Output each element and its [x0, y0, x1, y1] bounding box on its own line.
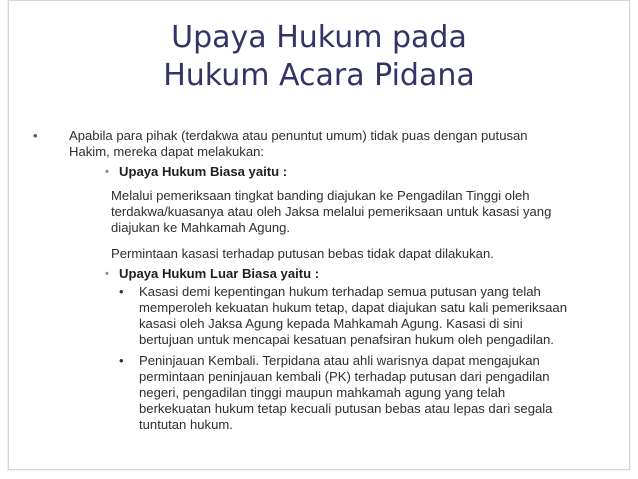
intro-line-1: Apabila para pihak (terdakwa atau penuntut umum) tidak puas dengan putusan — [69, 128, 528, 143]
pk-line: negeri, pengadilan tinggi maupun mahkamah agung yang telah — [139, 385, 506, 400]
bullet-icon: • — [119, 353, 124, 368]
bullet-icon: • — [105, 268, 109, 280]
kasasi-line: bertujuan untuk mencapai kesatuan penafsiran hukum oleh pengadilan. — [139, 332, 554, 347]
biasa-para1-line: Melalui pemeriksaan tingkat banding diajukan ke Pengadilan Tinggi oleh — [111, 188, 530, 203]
kasasi-line: memperoleh kekuatan hukum tetap, dapat diajukan satu kali pemeriksaan — [139, 300, 567, 315]
kasasi-line: Kasasi demi kepentingan hukum terhadap semua putusan yang telah — [139, 284, 541, 299]
pk-line: Peninjauan Kembali. Terpidana atau ahli warisnya dapat mengajukan — [139, 353, 540, 368]
biasa-para1-line: terdakwa/kuasanya atau oleh Jaksa melalui pemeriksaan untuk kasasi yang — [111, 204, 552, 219]
biasa-para1-line: diajukan ke Mahkamah Agung. — [111, 220, 291, 235]
bullet-icon: • — [105, 166, 109, 178]
intro-line-2: Hakim, mereka dapat melakukan: — [69, 144, 265, 159]
pk-line: berkekuatan hukum tetap kecuali putusan bebas atau lepas dari segala — [139, 401, 553, 416]
biasa-heading: Upaya Hukum Biasa yaitu : — [119, 164, 288, 179]
biasa-paragraph-2: Permintaan kasasi terhadap putusan bebas tidak dapat dilakukan. — [111, 246, 494, 261]
slide-content — [31, 128, 611, 433]
luar-biasa-heading: Upaya Hukum Luar Biasa yaitu : — [119, 266, 320, 281]
luar-biasa-item-pk — [31, 353, 611, 433]
title-line-2: Hukum Acara Pidana — [163, 58, 475, 93]
kasasi-line: kasasi oleh Jaksa Agung kepada Mahkamah Agung. Kasasi di sini — [139, 316, 523, 331]
luar-biasa-item-kasasi — [31, 284, 611, 348]
intro-bullet-item — [31, 128, 611, 160]
slide-title — [9, 19, 629, 95]
biasa-paragraph-1 — [31, 188, 611, 236]
biasa-heading-item — [31, 164, 611, 180]
luar-biasa-heading-item — [31, 266, 611, 282]
pk-line: permintaan peninjauan kembali (PK) terhadap putusan dari pengadilan — [139, 369, 550, 384]
bullet-icon: • — [119, 284, 124, 299]
slide — [8, 0, 630, 470]
bullet-icon: • — [33, 128, 38, 143]
pk-line: tuntutan hukum. — [139, 417, 233, 432]
title-line-1: Upaya Hukum pada — [171, 20, 467, 55]
